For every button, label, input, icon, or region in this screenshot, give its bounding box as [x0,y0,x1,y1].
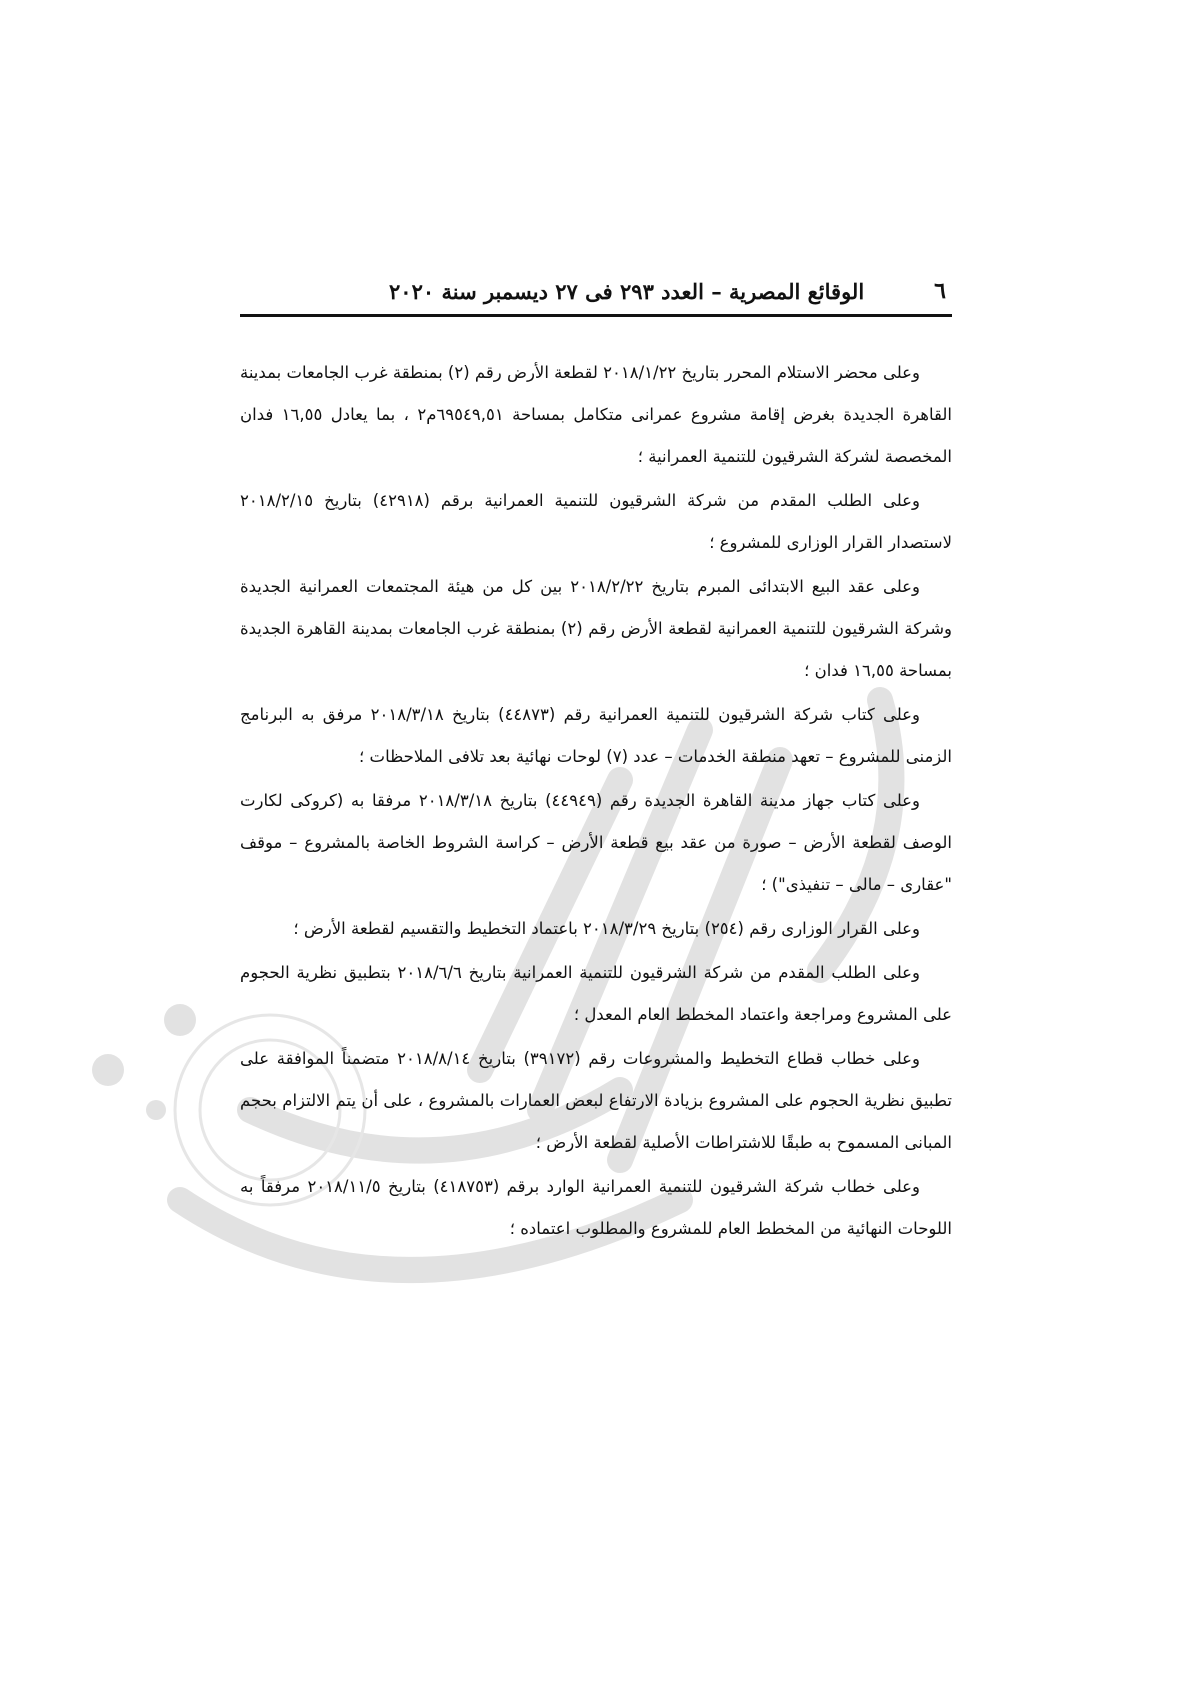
paragraph: وعلى القرار الوزارى رقم (٢٥٤) بتاريخ ٢٠١٨/٣/٢٩ باعتماد التخطيط والتقسيم لقطعة الأرض ؛ [293,919,920,938]
paragraph: وعلى الطلب المقدم من شركة الشرقيون للتنمية العمرانية برقم (٤٢٩١٨) بتاريخ ٢٠١٨/٢/١٥ لاستصدار القرار الوزارى للمشروع ؛ [240,491,952,552]
decree-preamble [240,352,952,1250]
gazette-title: الوقائع المصرية – العدد ٢٩٣ فى ٢٧ ديسمبر سنة ٢٠٢٠ [389,278,865,304]
gazette-header [240,268,952,317]
paragraph: وعلى محضر الاستلام المحرر بتاريخ ٢٠١٨/١/٢٢ لقطعة الأرض رقم (٢) بمنطقة غرب الجامعات بمدينة القاهرة الجديدة بغرض إقامة مشروع عمرانى متكامل بمساحة ٦٩٥٤٩,٥١م٢ ، بما يعادل ١٦,٥٥ فدان المخصصة لشركة الشرقيون للتنمية العمرانية ؛ [239,363,952,466]
page-number: ٦ [934,278,946,304]
paragraph: وعلى خطاب شركة الشرقيون للتنمية العمرانية الوارد برقم (٤١٨٧٥٣) بتاريخ ٢٠١٨/١١/٥ مرفقاً به اللوحات النهائية من المخطط العام للمشروع والمطلوب اعتماده ؛ [240,1177,952,1238]
paragraph: وعلى كتاب شركة الشرقيون للتنمية العمرانية رقم (٤٤٨٧٣) بتاريخ ٢٠١٨/٣/١٨ مرفق به البرنامج الزمنى للمشروع – تعهد منطقة الخدمات – عدد (٧) لوحات نهائية بعد تلافى الملاحظات ؛ [240,705,952,766]
paragraph: وعلى عقد البيع الابتدائى المبرم بتاريخ ٢٠١٨/٢/٢٢ بين كل من هيئة المجتمعات العمرانية الجديدة وشركة الشرقيون للتنمية العمرانية لقطعة الأرض رقم (٢) بمنطقة غرب الجامعات بمدينة القاهرة الجديدة بمساحة ١٦,٥٥ فدان ؛ [240,577,952,680]
paragraph: وعلى خطاب قطاع التخطيط والمشروعات رقم (٣٩١٧٢) بتاريخ ٢٠١٨/٨/١٤ متضمناً الموافقة على تطبيق نظرية الحجوم على المشروع بزيادة الارتفاع لبعض العمارات بالمشروع ، على أن يتم الالتزام بحجم المبانى المسموح به طبقًا للاشتراطات الأصلية لقطعة الأرض ؛ [240,1049,952,1152]
paragraph: وعلى الطلب المقدم من شركة الشرقيون للتنمية العمرانية بتاريخ ٢٠١٨/٦/٦ بتطبيق نظرية الحجوم على المشروع ومراجعة واعتماد المخطط العام المعدل ؛ [240,963,952,1024]
paragraph: وعلى كتاب جهاز مدينة القاهرة الجديدة رقم (٤٤٩٤٩) بتاريخ ٢٠١٨/٣/١٨ مرفقا به (كروكى لكارت الوصف لقطعة الأرض – صورة من عقد بيع قطعة الأرض – كراسة الشروط الخاصة بالمشروع – موقف "عقارى – مالى – تنفيذى") ؛ [240,791,952,894]
